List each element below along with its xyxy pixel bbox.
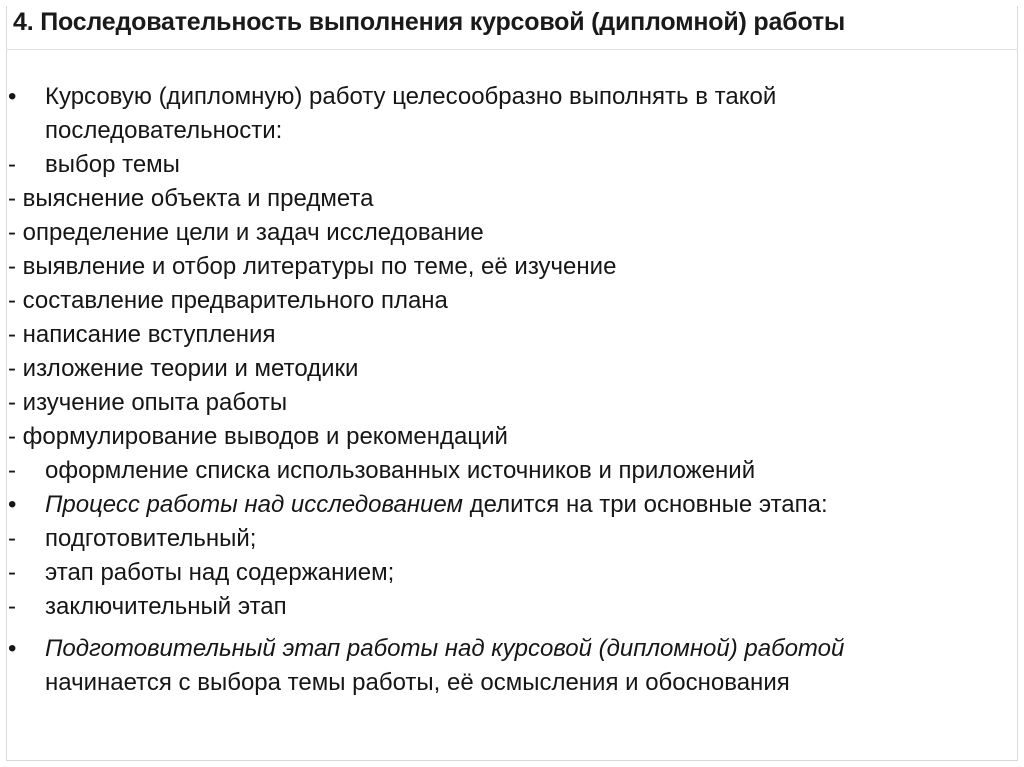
step-text: - изучение опыта работы <box>8 389 288 416</box>
stage-text: этап работы над содержанием; <box>45 559 395 586</box>
bullet-icon: • <box>8 491 17 518</box>
bullet-icon: • <box>8 635 17 662</box>
bullet-icon: • <box>8 83 17 110</box>
process-text <box>45 490 828 520</box>
step-text: - формулирование выводов и рекомендаций <box>8 423 508 450</box>
dash-marker: - <box>8 525 16 552</box>
prep-italic-text: Подготовительный этап работы над курсовой (дипломной) работой <box>45 635 845 662</box>
dash-marker: - <box>8 593 16 620</box>
last-step-text: оформление списка использованных источников и приложений <box>45 457 756 484</box>
dash-marker: - <box>8 457 16 484</box>
title-divider <box>6 49 1018 50</box>
stage-text: заключительный этап <box>45 593 287 620</box>
step-text: - выявление и отбор литературы по теме, её изучение <box>8 253 617 280</box>
process-italic-text: Процесс работы над исследованием <box>45 491 463 518</box>
step-text: - написание вступления <box>8 321 276 348</box>
process-rest-text: делится на три основные этапа: <box>462 491 828 518</box>
slide-title: 4. Последовательность выполнения курсовой (дипломной) работы <box>13 8 846 36</box>
step-text: - изложение теории и методики <box>8 355 359 382</box>
step-text: - определение цели и задач исследование <box>8 219 484 246</box>
prep-text-2: начинается с выбора темы работы, её осмысления и обоснования <box>45 669 790 696</box>
first-step-text: выбор темы <box>45 151 180 178</box>
step-text: - составление предварительного плана <box>8 287 448 314</box>
dash-marker: - <box>8 151 16 178</box>
dash-marker: - <box>8 559 16 586</box>
stage-text: подготовительный; <box>45 525 257 552</box>
intro-text-1: Курсовую (дипломную) работу целесообразно выполнять в такой <box>45 83 777 110</box>
intro-text-2: последовательности: <box>45 117 283 144</box>
step-text: - выяснение объекта и предмета <box>8 185 374 212</box>
